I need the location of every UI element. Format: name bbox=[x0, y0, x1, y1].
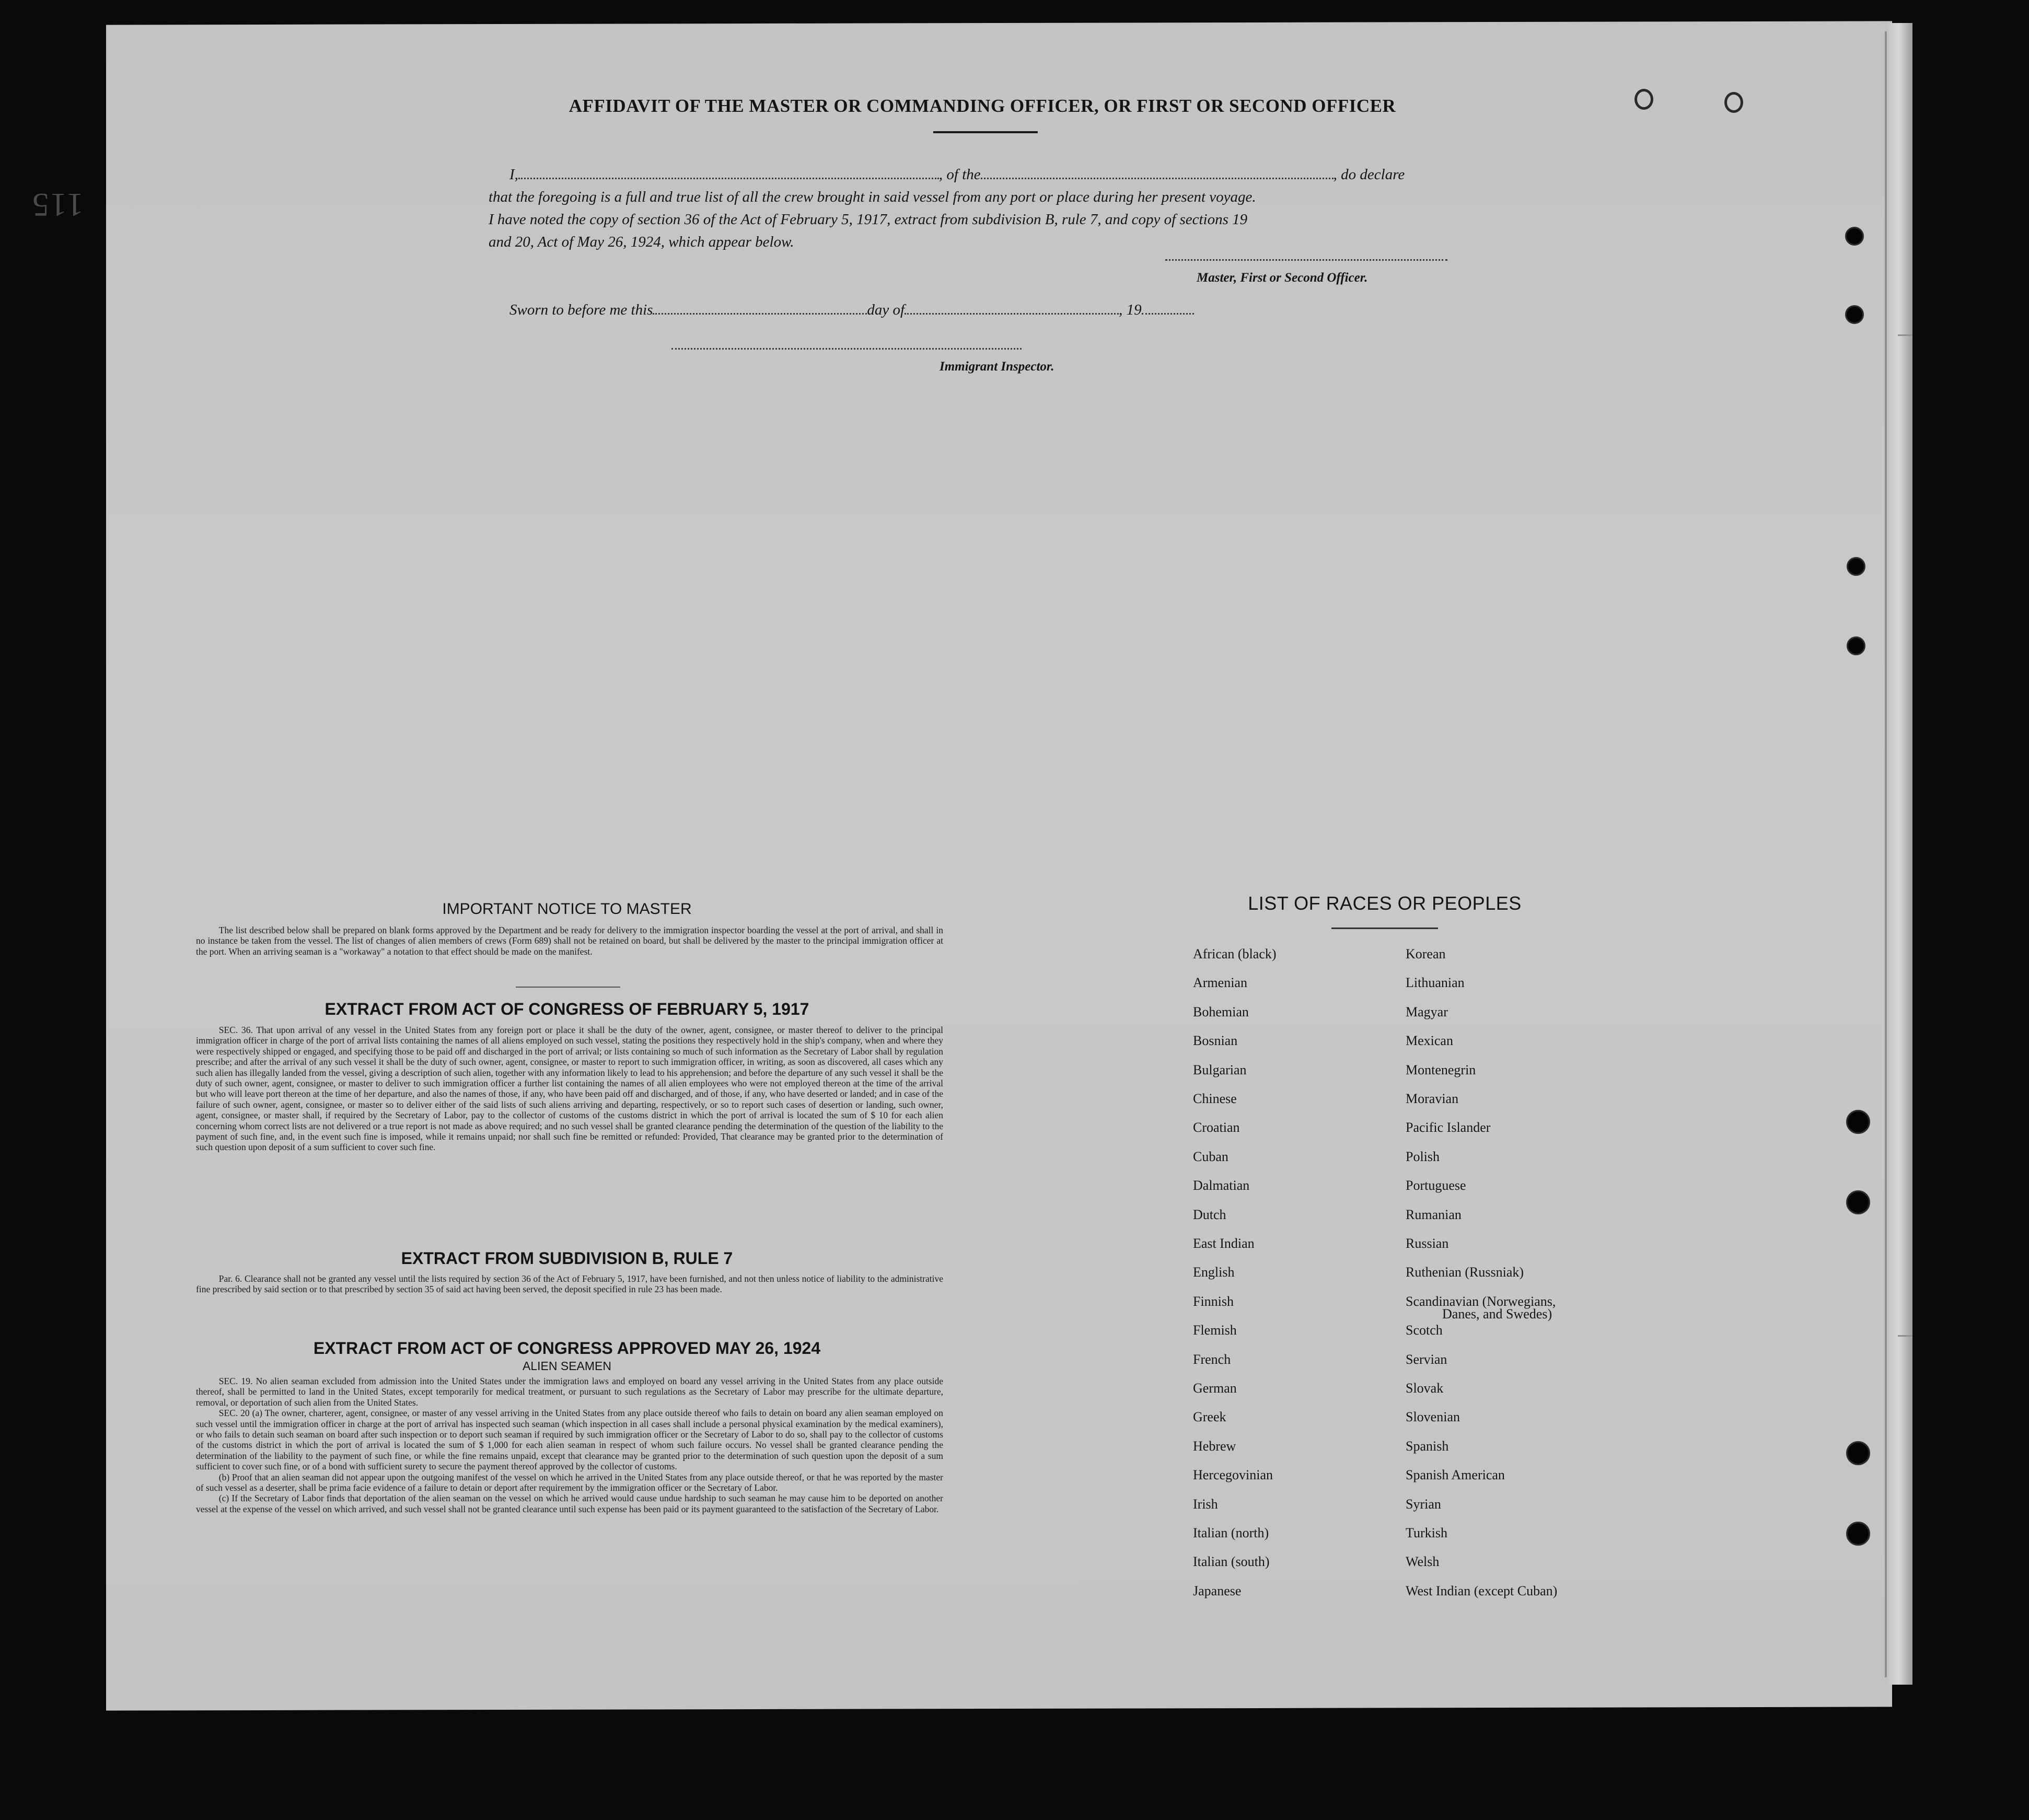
race-item: Flemish bbox=[1193, 1323, 1237, 1338]
sworn-month-blank[interactable] bbox=[905, 303, 1119, 315]
race-item: Bulgarian bbox=[1193, 1062, 1247, 1077]
race-item: East Indian bbox=[1193, 1236, 1255, 1251]
race-item: Pacific Islander bbox=[1406, 1120, 1491, 1135]
binder-hole bbox=[1846, 1110, 1870, 1134]
race-item: Bohemian bbox=[1193, 1004, 1249, 1019]
race-item: Moravian bbox=[1406, 1091, 1459, 1106]
race-item: Montenegrin bbox=[1406, 1062, 1476, 1077]
race-item: Servian bbox=[1406, 1351, 1447, 1367]
binder-hole bbox=[1846, 1522, 1870, 1546]
race-item: Italian (north) bbox=[1193, 1525, 1269, 1540]
extract-1924-subtitle: ALIEN SEAMEN bbox=[523, 1359, 611, 1373]
master-signature-line[interactable] bbox=[1165, 259, 1447, 261]
race-item: Dutch bbox=[1193, 1207, 1226, 1222]
race-item: Croatian bbox=[1193, 1120, 1240, 1135]
title-rule bbox=[933, 131, 1038, 133]
race-item: Portuguese bbox=[1406, 1178, 1466, 1193]
race-item: Korean bbox=[1406, 946, 1446, 961]
inspector-signature-label: Immigrant Inspector. bbox=[940, 360, 1054, 374]
race-item: Spanish bbox=[1406, 1438, 1449, 1454]
race-item: Lithuanian bbox=[1406, 975, 1465, 991]
race-item: Irish bbox=[1193, 1496, 1218, 1512]
race-item: Turkish bbox=[1406, 1525, 1447, 1540]
race-item: Welsh bbox=[1406, 1554, 1440, 1570]
race-item: Slovenian bbox=[1406, 1409, 1460, 1425]
rule7-text: Par. 6. Clearance shall not be granted any vessel until the lists required by section 36 of the Act of February 5, 1917, have been furnished, and not then unless notice of liability to the administrative fine prescribed by said section or to that prescribed by section 35 of said act having been served, the deposit specified in rule 23 has been made. bbox=[196, 1273, 943, 1295]
name-blank[interactable] bbox=[518, 167, 939, 179]
binder-hole bbox=[1846, 1190, 1870, 1214]
declaration-line-1: I, , of the , do declare bbox=[509, 166, 1405, 183]
sworn-line: Sworn to before me this day of , 19 bbox=[489, 299, 1377, 321]
race-item: Slovak bbox=[1406, 1381, 1444, 1396]
race-item: Chinese bbox=[1193, 1091, 1237, 1106]
binder-hole bbox=[1847, 557, 1865, 576]
sheet-edge bbox=[1885, 23, 1912, 1685]
inspector-signature-line[interactable] bbox=[671, 348, 1022, 350]
race-item: Danes, and Swedes) bbox=[1442, 1306, 1552, 1321]
race-item: Magyar bbox=[1406, 1004, 1448, 1019]
races-title-rule bbox=[1331, 928, 1438, 929]
rule7-title: EXTRACT FROM SUBDIVISION B, RULE 7 bbox=[401, 1249, 733, 1268]
notice-text: The list described below shall be prepared on blank forms approved by the Department and be ready for delivery to the immigration inspector boarding the vessel at the port of arrival, and shall in no instance be taken from the vessel. The list of changes of alien members of crews (Form 689) shall not be retained on board, but shall be delivered by the master to the principal immigration officer at the port. When an arriving seaman is a "workaway" a notation to that effect should be made on the manifest. bbox=[196, 925, 943, 957]
extract-1917-text: SEC. 36. That upon arrival of any vessel in the United States from any foreign port or place it shall be the duty of the owner, agent, consignee, or master thereof to deliver to the principal immigration officer in charge of the port of arrival lists containing the names of all aliens employed on such vessel, stating the positions they respectively hold in the ship's company, when and where they were respectively shipped or engaged, and specifying those to be paid off and discharged in the port of arrival; or lists containing so much of such information as the Secretary of Labor shall by regulation prescribe; and after the arrival of any such vessel it shall be the duty of such owner, agent, consignee, or master to report to such immigration officer, in writing, as soon as discovered, all cases which any such alien has illegally landed from the vessel, giving a description of such alien, together with any information likely to lead to his apprehension; and before the departure of any such vessel it shall be the duty of such owner, agent, consignee, or master to deliver to such immigration officer a further list containing the names of all alien employees who were not employed thereon at the time of the arrival but who will leave port thereon at the time of her departure, and also the names of those, if any, who have been paid off and discharged, and of those, if any, who have deserted or landed; and in case of the failure of such owner, agent, consignee, or master so to deliver either of the said lists of such aliens arriving and departing, respectively, or so to report such cases of desertion or landing, such owner, agent, consignee, or master shall, if required by the Secretary of Labor, pay to the collector of customs of the customs district in which the port of arrival is located the sum of $ 10 for each alien concerning whom correct lists are not delivered or a true report is not made as above required; and no such vessel shall be granted clearance pending the determination of the question of the liability to the payment of such fine, and, in the event such fine is imposed, while it remains unpaid; nor shall such fine be remitted or refunded: Provided, That clearance may be granted prior to the determination of such question upon deposit of a sum sufficient to cover such fine. bbox=[196, 1025, 943, 1153]
race-item: Armenian bbox=[1193, 975, 1247, 991]
extract-1917-title: EXTRACT FROM ACT OF CONGRESS OF FEBRUARY 5, 1917 bbox=[324, 1000, 809, 1018]
margin-number: 115 bbox=[31, 187, 84, 224]
race-item: Polish bbox=[1406, 1149, 1440, 1164]
race-item: Cuban bbox=[1193, 1149, 1228, 1164]
sworn-day-blank[interactable] bbox=[653, 303, 867, 315]
race-item: Japanese bbox=[1193, 1583, 1242, 1598]
race-item: Rumanian bbox=[1406, 1207, 1462, 1222]
master-signature-label: Master, First or Second Officer. bbox=[1197, 271, 1368, 285]
sworn-year-blank[interactable] bbox=[1142, 303, 1194, 315]
race-item: Greek bbox=[1193, 1409, 1226, 1425]
race-item: Ruthenian (Russniak) bbox=[1406, 1265, 1524, 1280]
race-item: Bosnian bbox=[1193, 1033, 1238, 1049]
race-item: Italian (south) bbox=[1193, 1554, 1270, 1570]
race-item: German bbox=[1193, 1381, 1237, 1396]
binder-hole bbox=[1845, 227, 1864, 246]
race-item: Syrian bbox=[1406, 1496, 1441, 1512]
race-item: Scotch bbox=[1406, 1323, 1443, 1338]
declaration-line-3: I have noted the copy of section 36 of the Act of February 5, 1917, extract from subdivision B, rule 7, and copy of sections 19 bbox=[489, 211, 1248, 228]
notice-title: IMPORTANT NOTICE TO MASTER bbox=[442, 900, 692, 918]
race-item: Finnish bbox=[1193, 1293, 1234, 1309]
extract-1924-text: SEC. 19. No alien seaman excluded from admission into the United States under the immigration laws and employed on board any vessel arriving in the United States from any place outside thereof, shall be permitted to land in the United States, except temporarily for medical treatment, or pursuant to such regulations as the Secretary of Labor may prescribe for the ultimate departure, removal, or deportation of such alien from the United States. SEC. 20 (a) The owner, charterer, agent, consignee, or master of any vessel arriving in the United States from any place outside thereof who fails to detain on board any alien seaman employed on such vessel until the immigration officer in charge at the port of arrival has inspected such seaman (which inspection in all cases shall include a personal physical examination by the medical examiners), or who fails to detain such seaman on board after such inspection or to deport such seaman if required by such immigration officer or the Secretary of Labor to do so, shall pay to the collector of customs of the customs district in which the port of arrival is located the sum of $ 1,000 for each alien seaman in respect of whom such failure occurs. No vessel shall be granted clearance pending the determination of the liability to the payment of such fine, or while the fine remains unpaid, except that clearance may be granted prior to the determination of such question upon the deposit of a sum sufficient to cover such fine, or of a bond with sufficient surety to secure the payment thereof approved by the collector of customs. (b) Proof that an alien seaman did not appear upon the outgoing manifest of the vessel on which he arrived in the United States from any place outside thereof, or that he was reported by the master of such vessel as a deserter, shall be prima facie evidence of a failure to detain or deport after requirement by the immigration officer or the Secretary of Labor. (c) If the Secretary of Labor finds that deportation of the alien seaman on the vessel on which he arrived would cause undue hardship to such seaman he may cause him to be deported on another vessel at the expense of the vessel on which arrived, and such vessel shall not be granted clearance until such expense has been paid or its payment guaranteed to the satisfaction of the Secretary of Labor. bbox=[196, 1376, 943, 1514]
race-item: Spanish American bbox=[1406, 1467, 1505, 1483]
race-item: West Indian (except Cuban) bbox=[1406, 1583, 1558, 1598]
margin-tick bbox=[1898, 334, 1912, 336]
section-rule bbox=[516, 987, 620, 988]
race-item: Dalmatian bbox=[1193, 1178, 1250, 1193]
race-item: Hebrew bbox=[1193, 1438, 1236, 1454]
declaration-line-2: that the foregoing is a full and true list of all the crew brought in said vessel from any port or place during her present voyage. bbox=[489, 189, 1256, 205]
affidavit-title: AFFIDAVIT OF THE MASTER OR COMMANDING OFFICER, OR FIRST OR SECOND OFFICER bbox=[569, 96, 1396, 116]
declaration-line-4: and 20, Act of May 26, 1924, which appear below. bbox=[489, 234, 794, 250]
vessel-blank[interactable] bbox=[981, 167, 1334, 179]
race-item: Scandinavian (Norwegians, bbox=[1406, 1293, 1556, 1309]
races-title: LIST OF RACES OR PEOPLES bbox=[1248, 892, 1522, 914]
race-item: French bbox=[1193, 1351, 1231, 1367]
race-item: Hercegovinian bbox=[1193, 1467, 1273, 1483]
binder-hole bbox=[1847, 636, 1865, 655]
race-item: English bbox=[1193, 1265, 1235, 1280]
extract-1924-title: EXTRACT FROM ACT OF CONGRESS APPROVED MAY 26, 1924 bbox=[313, 1339, 821, 1358]
race-item: Russian bbox=[1406, 1236, 1449, 1251]
margin-tick bbox=[1898, 1335, 1912, 1337]
race-item: African (black) bbox=[1193, 946, 1277, 961]
race-item: Mexican bbox=[1406, 1033, 1453, 1049]
binder-hole bbox=[1846, 1441, 1870, 1465]
binder-hole bbox=[1845, 305, 1864, 324]
margin-line bbox=[1885, 31, 1887, 1677]
